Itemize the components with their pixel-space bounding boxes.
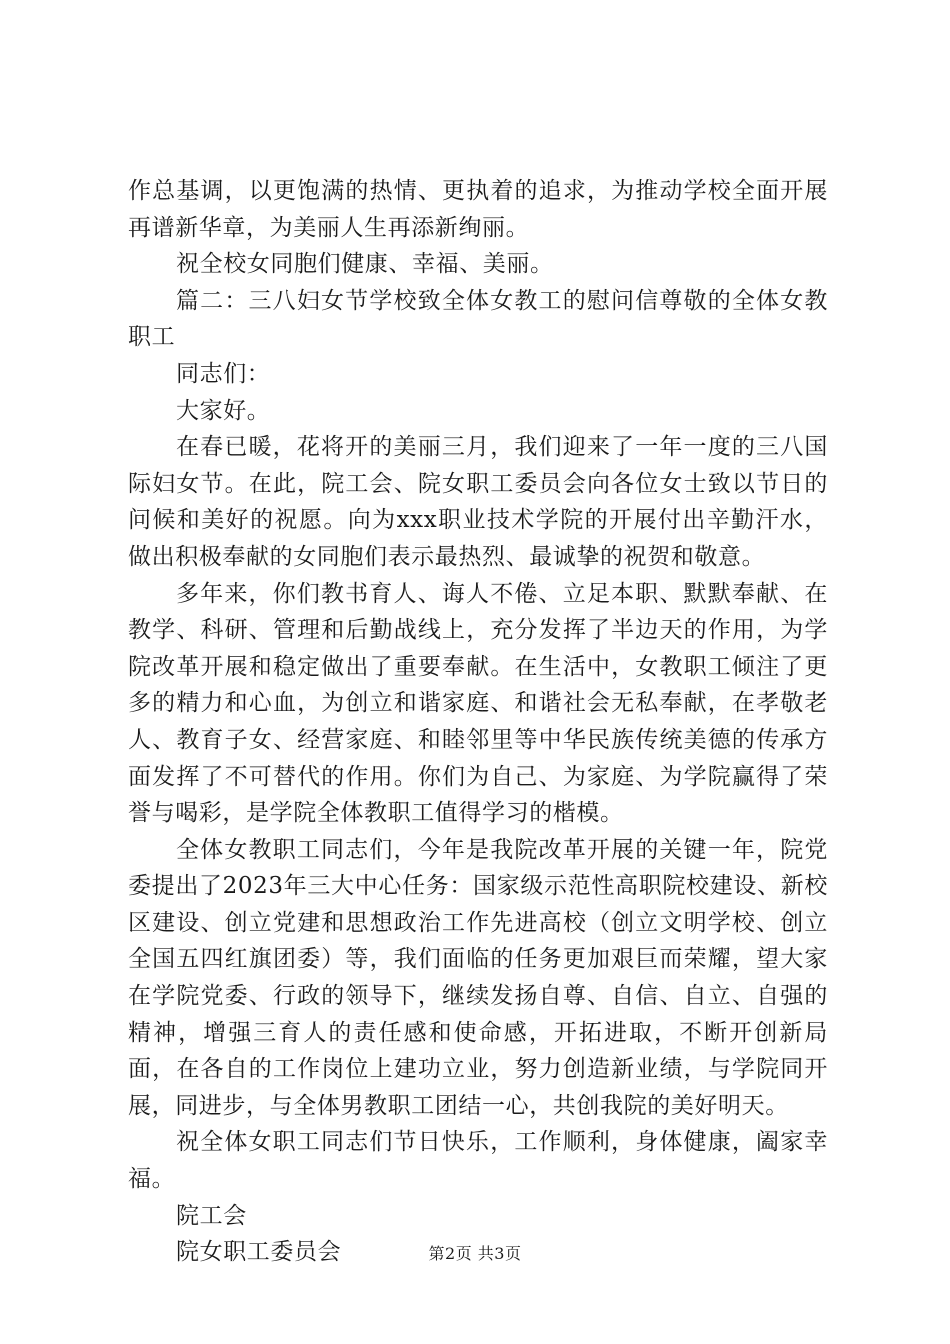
signature-committee: 院女职工委员会 — [176, 1239, 342, 1266]
page-number-footer: 第2页 共3页 — [428, 1244, 522, 1263]
paragraph-body-1: 在春已暖，花将开的美丽三月，我们迎来了一年一度的三八国际妇女节。在此，院工会、院女职工委员会向各位女士致以节日的问候和美好的祝愿。向为xxx职业技术学院的开展付出辛勤汗水，做出积极奉献的女同胞们表示最热烈、最诚挚的祝贺和敬意。 — [128, 434, 828, 570]
paragraph-section-title: 篇二：三八妇女节学校致全体女教工的慰问信尊敬的全体女教职工 — [128, 287, 828, 351]
paragraph-greeting: 大家好。 — [176, 397, 271, 424]
paragraph-body-3: 全体女教职工同志们，今年是我院改革开展的关键一年，院党委提出了2023年三大中心任务：国家级示范性高职院校建设、新校区建设、创立党建和思想政治工作先进高校（创立文明学校、创立全国五四红旗团委）等，我们面临的任务更加艰巨而荣耀，望大家在学院党委、行政的领导下，继续发扬自尊、自信、自立、自强的精神，增强三育人的责任感和使命感，开拓进取，不断开创新局面，在各自的工作岗位上建功立业，努力创造新业绩，与学院同开展，同进步，与全体男教职工团结一心，共创我院的美好明天。 — [128, 836, 828, 1119]
document-body — [128, 173, 828, 1271]
paragraph-body-2: 多年来，你们教书育人、诲人不倦、立足本职、默默奉献、在教学、科研、管理和后勤战线上，充分发挥了半边天的作用，为学院改革开展和稳定做出了重要奉献。在生活中，女教职工倾注了更多的精力和心血，为创立和谐家庭、和谐社会无私奉献，在孝敬老人、教育子女、经营家庭、和睦邻里等中华民族传统美德的传承方面发挥了不可替代的作用。你们为自己、为家庭、为学院赢得了荣誉与喝彩，是学院全体教职工值得学习的楷模。 — [128, 580, 828, 827]
paragraph-continuation: 作总基调，以更饱满的热情、更执着的追求，为推动学校全面开展再谱新华章，为美丽人生再添新绚丽。 — [128, 178, 828, 241]
paragraph-salutation: 同志们： — [176, 360, 271, 387]
paragraph-wishes: 祝全校女同胞们健康、幸福、美丽。 — [176, 251, 554, 278]
paragraph-closing-wishes: 祝全体女职工同志们节日快乐，工作顺利，身体健康，阖家幸福。 — [128, 1129, 828, 1193]
signature-union: 院工会 — [176, 1202, 247, 1229]
